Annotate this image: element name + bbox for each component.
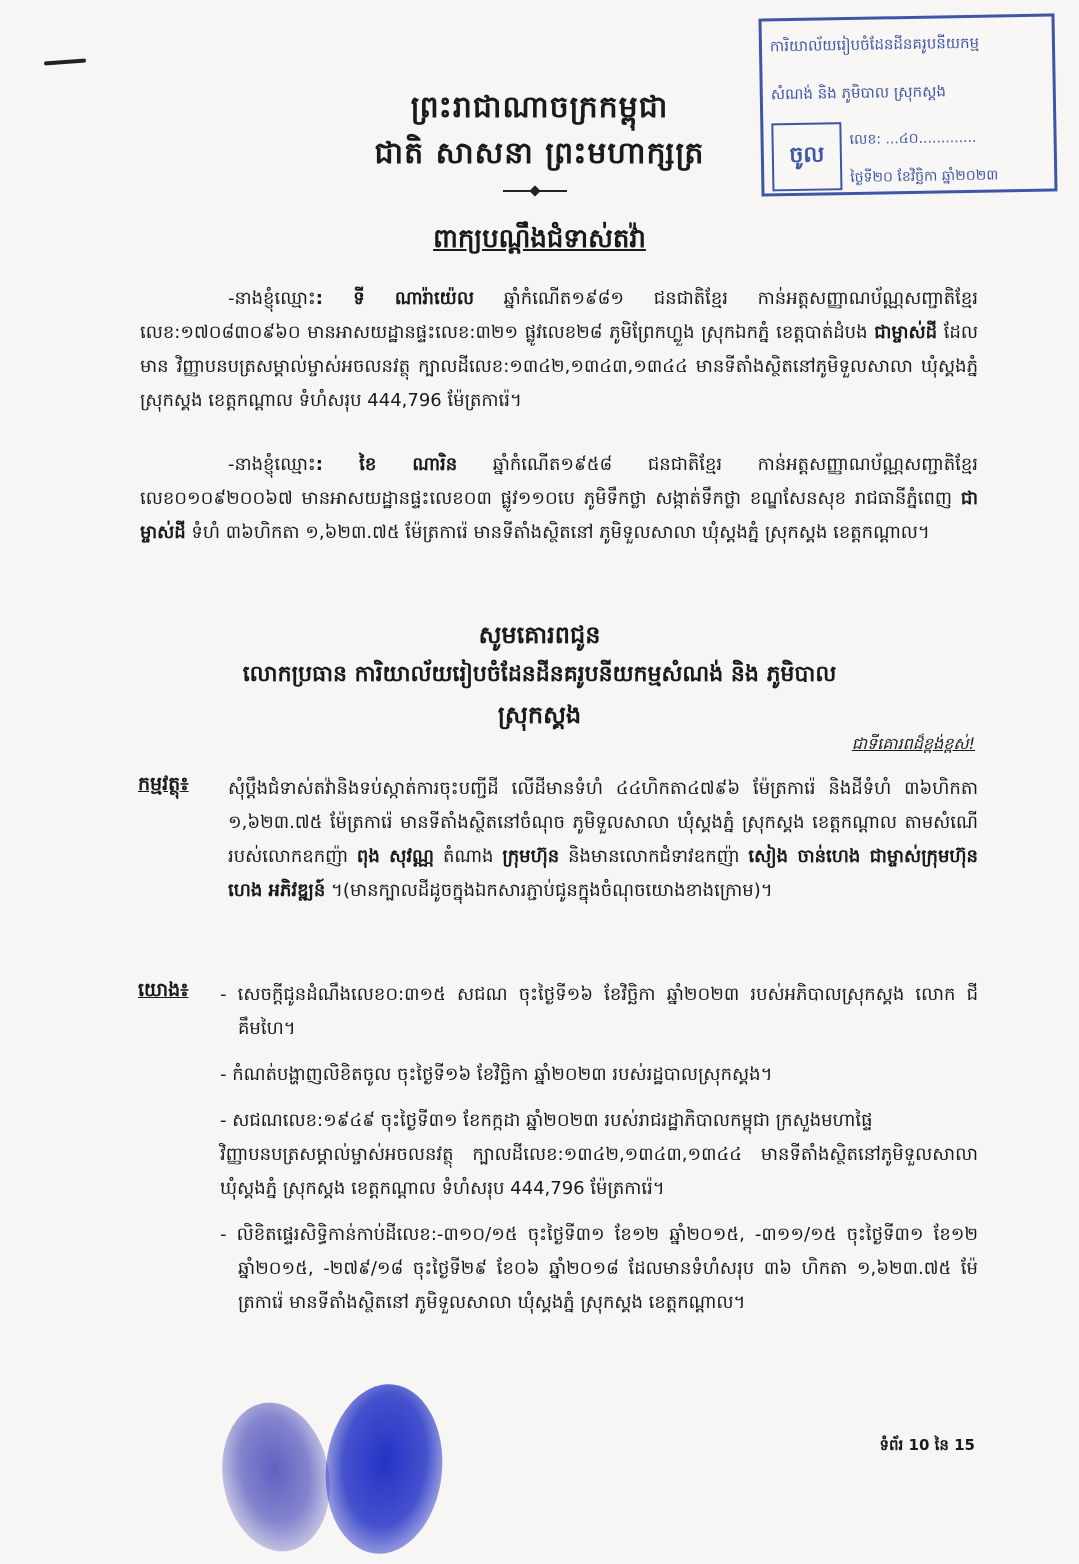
person-name: ពុង សុវណ្ណ — [356, 846, 435, 867]
subject-label: កម្មវត្ថុ៖ — [138, 773, 189, 795]
reference-list — [220, 978, 978, 1332]
party-land-details: ដែលមាន វិញ្ញាបនបត្រសម្គាល់ម្ចាស់អចលនវត្ថុ ក្បាលដីលេខ:១៣៤២,១៣៤៣,១៣៤៤ មានទីតាំងស្ថិតនៅភូមិទួលសាលា ឃុំស្គងភ្នំ ស្រុកស្គង ខេត្តកណ្តាល ទំហំសរុប 444,796 ម៉ែត្រការ៉េ។ — [140, 322, 978, 411]
reference-item: - កំណត់បង្ហាញលិខិតចូល ចុះថ្ងៃទី១៦ ខែវិច្ឆិកា ឆ្នាំ២០២៣ របស់រដ្ឋបាលស្រុកស្គង។ — [220, 1058, 978, 1092]
reference-item: - សជណលេខ:១៩៤៩ ចុះថ្ងៃទី៣១ ខែកក្កដា ឆ្នាំ២០២៣ របស់រាជរដ្ឋាភិបាលកម្ពុជា ក្រសួងមហាផ្ទៃ — [220, 1104, 978, 1138]
reference-item-continuation: វិញ្ញាបនបត្រសម្គាល់ម្ចាស់អចលនវត្ថុ ក្បាលដីលេខ:១៣៤២,១៣៤៣,១៣៤៤ មានទីតាំងស្ថិតនៅភូមិទួលសាលា ឃុំស្គងភ្នំ ស្រុកស្គង ខេត្តកណ្តាល ទំហំសរុប 444,796 ម៉ែត្រការ៉េ។ — [220, 1144, 978, 1199]
party-role: ជាម្ចាស់ដី — [874, 322, 938, 343]
fingerprint-right — [317, 1378, 450, 1559]
addressee-title: លោកប្រធាន ការិយាល័យរៀបចំដែនដីនគរូបនីយកម្មសំណង់ និង ភូមិបាល — [242, 662, 837, 687]
motto-heading: ជាតិ សាសនា ព្រះមហាក្សត្រ — [374, 136, 705, 171]
fingerprint-left — [211, 1394, 341, 1560]
reference-label: យោង៖ — [138, 979, 189, 1001]
stamp-number: លេខ: ...៤០............. — [849, 129, 977, 149]
company-label: ក្រុមហ៊ុន — [502, 846, 560, 867]
respect-phrase: ជាទីគោរពដ៏ខ្ពង់ខ្ពស់! — [851, 734, 975, 753]
salutation: សូមគោរពជូន — [478, 621, 601, 649]
reference-item: - លិខិតផ្ទេរសិទ្ធិកាន់កាប់ដីលេខ:-៣១០/១៥ ចុះថ្ងៃទី៣១ ខែ១២ ឆ្នាំ២០១៥, -៣១១/១៥ ចុះថ្ងៃទី៣១ ខែ១២ ឆ្នាំ២០១៥, -២៧៩/១៨ ចុះថ្ងៃទី២៩ ខែ០៦ ឆ្នាំ២០១៨ ដែលមានទំហំសរុប ៣៦ ហិកតា ១,៦២៣.៧៥ ម៉ែត្រការ៉េ មានទីតាំងស្ថិតនៅ ភូមិទួលសាលា ឃុំស្គងភ្នំ ស្រុកស្គង ខេត្តកណ្តាល។ — [220, 1218, 978, 1320]
pen-mark — [44, 59, 86, 66]
reference-item: - សេចក្តីជូនដំណឹងលេខ០:៣១៥ សជណ ចុះថ្ងៃទី១៦ ខែវិច្ឆិកា ឆ្នាំ២០២៣ របស់អភិបាលស្រុកស្គង លោក ជី គឹមហៃ។ — [220, 978, 978, 1046]
subject-text: សុំប្តឹងជំទាស់តវ៉ានិងទប់ស្កាត់ការចុះបញ្ជីដី លើដីមានទំហំ ៤៤ហិកតា៤៧៩៦ ម៉ែត្រការ៉េ និងដីទំហំ ៣៦ហិកតា ១,៦២៣.៧៥ ម៉ែត្រការ៉េ មានទីតាំងស្ថិតនៅចំណុច ភូមិទួលសាលា ឃុំស្គងភ្នំ ស្រុកស្គង ខេត្តកណ្តាល តាមសំណើរបស់លោកឧកញ៉ា ពុង សុវណ្ណ តំណាង ក្រុមហ៊ុន និងមានលោកជំទាវឧកញ៉ា សៀង ចាន់ហេង ជាម្ចាស់ក្រុមហ៊ុន ហេង អភិវឌ្ឍន៍ ។(មានក្បាលដីដូចក្នុងឯកសារភ្ជាប់ជូនក្នុងចំណុចយោងខាងក្រោម)។ — [228, 778, 978, 901]
document-title: ពាក្យបណ្តឹងជំទាស់តវ៉ា — [433, 224, 646, 254]
stamp-office-line1: ការិយាល័យរៀបចំដែនដីនគរូបនីយកម្ម — [769, 33, 980, 56]
party-paragraph-2: -នាងខ្ញុំឈ្មោះ: ខៃ ណារិន ឆ្នាំកំណើត១៩៥៨ ជនជាតិខ្មែរ កាន់អត្តសញ្ញាណប័ណ្ណសញ្ជាតិខ្មែរ លេខ០១០៩២០០៦៧ មានអាសយដ្ឋានផ្ទះលេខ០៣ ផ្លូវ១១០បេ ភូមិទឹកថ្លា សង្កាត់ទឹកថ្លា ខណ្ឌសែនសុខ រាជធានីភ្នំពេញ ជាម្ចាស់ដី ទំហំ ៣៦ហិកតា ១,៦២៣.៧៥ ម៉ែត្រការ៉េ មានទីតាំងស្ថិតនៅ ភូមិទួលសាលា ឃុំស្គងភ្នំ ស្រុកស្គង ខេត្តកណ្តាល។ — [140, 454, 979, 543]
stamp-office-line2: សំណង់ និង ភូមិបាល ស្រុកស្គង — [770, 82, 947, 104]
page-number: ទំព័រ 10 នៃ 15 — [879, 1436, 975, 1454]
party-role: ជាម្ចាស់ដី — [140, 488, 978, 543]
party-details: ឆ្នាំកំណើត១៩៥៨ ជនជាតិខ្មែរ កាន់អត្តសញ្ញាណប័ណ្ណសញ្ជាតិខ្មែរ លេខ០១០៩២០០៦៧ មានអាសយដ្ឋានផ្ទះលេខ០៣ ផ្លូវ១១០បេ ភូមិទឹកថ្លា សង្កាត់ទឹកថ្លា ខណ្ឌសែនសុខ រាជធានីភ្នំពេញ — [140, 454, 979, 509]
stamp-incoming-box: ចូល — [771, 122, 842, 191]
party-name: ខៃ ណារិន — [359, 454, 458, 475]
owner-name: សៀង ចាន់ហេង ជាម្ចាស់ក្រុមហ៊ុន ហេង អភិវឌ្ឍន៍ — [228, 846, 978, 901]
party-details: ឆ្នាំកំណើត១៩៨១ ជនជាតិខ្មែរ កាន់អត្តសញ្ញាណប័ណ្ណសញ្ជាតិខ្មែរ លេខ:១៧០៨៣០៩៦០ មានអាសយដ្ឋានផ្ទះលេខ:៣២១ ផ្លូវលេខ២៨ ភូមិព្រែកហ្លួង ស្រុកឯកភ្នំ ខេត្តបាត់ដំបង — [140, 288, 979, 343]
party-prefix: -នាងខ្ញុំឈ្មោះ — [228, 288, 316, 309]
kingdom-heading: ព្រះរាជាណាចក្រកម្ពុជា — [410, 90, 669, 125]
stamp-date: ថ្ងៃទី២០ ខែវិច្ឆិកា ឆ្នាំ២០២៣ — [850, 167, 999, 187]
party-name: ទី ណារ៉ាយ៉េល — [353, 288, 474, 309]
party-land-details: ទំហំ ៣៦ហិកតា ១,៦២៣.៧៥ ម៉ែត្រការ៉េ មានទីតាំងស្ថិតនៅ ភូមិទួលសាលា ឃុំស្គងភ្នំ ស្រុកស្គង ខេត្តកណ្តាល។ — [185, 522, 930, 543]
addressee-district: ស្រុកស្គង — [497, 701, 582, 729]
party-paragraph-1: -នាងខ្ញុំឈ្មោះ: ទី ណារ៉ាយ៉េល ឆ្នាំកំណើត១៩៨១ ជនជាតិខ្មែរ កាន់អត្តសញ្ញាណប័ណ្ណសញ្ជាតិខ្មែរ លេខ:១៧០៨៣០៩៦០ មានអាសយដ្ឋានផ្ទះលេខ:៣២១ ផ្លូវលេខ២៨ ភូមិព្រែកហ្លួង ស្រុកឯកភ្នំ ខេត្តបាត់ដំបង ជាម្ចាស់ដី ដែលមាន វិញ្ញាបនបត្រសម្គាល់ម្ចាស់អចលនវត្ថុ ក្បាលដីលេខ:១៣៤២,១៣៤៣,១៣៤៤ មានទីតាំងស្ថិតនៅភូមិទួលសាលា ឃុំស្គងភ្នំ ស្រុកស្គង ខេត្តកណ្តាល ទំហំសរុប 444,796 ម៉ែត្រការ៉េ។ — [140, 288, 979, 411]
party-prefix: -នាងខ្ញុំឈ្មោះ — [228, 454, 316, 475]
decorative-divider — [503, 190, 567, 192]
reception-stamp — [758, 13, 1057, 196]
